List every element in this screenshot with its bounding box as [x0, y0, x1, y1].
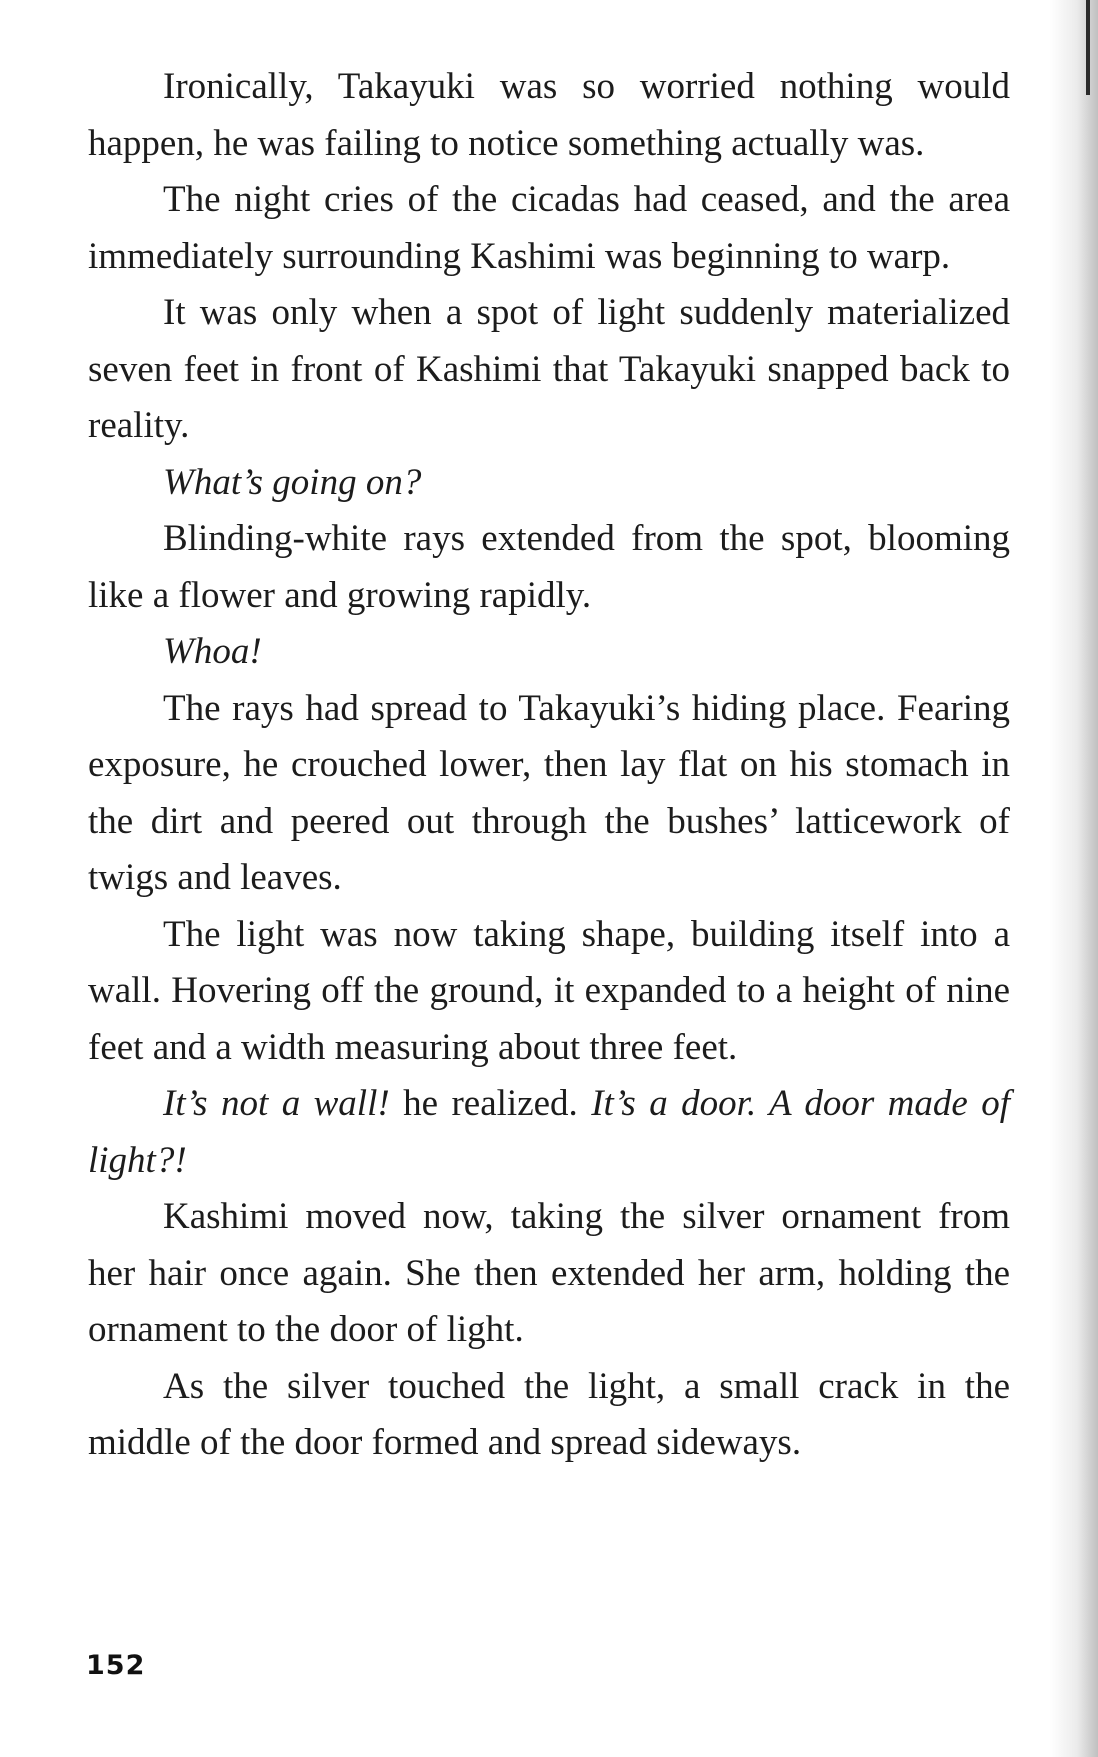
- paragraph: The light was now taking shape, building itself into a wall. Hovering off the ground, it expanded to a height of nine feet and a width measuring about three feet.: [88, 913, 1010, 1068]
- italic-thought: Whoa!: [163, 631, 262, 672]
- page-edge-shadow: [1050, 0, 1098, 1757]
- page-edge-line: [1086, 0, 1090, 95]
- paragraph-thought: [88, 455, 1010, 512]
- paragraph: The rays had spread to Takayuki’s hiding place. Fearing exposure, he crouched lower, then lay flat on his stomach in the dirt and peered out through the bushes’ latticework of twigs and leaves.: [88, 687, 1010, 898]
- page-number: 152: [86, 1650, 146, 1681]
- paragraph: Blinding-white rays extended from the spot, blooming like a flower and growing rapidly.: [88, 518, 1010, 616]
- paragraph: Kashimi moved now, taking the silver ornament from her hair once again. She then extended her arm, holding the ornament to the door of light.: [88, 1196, 1010, 1350]
- italic-thought: It’s not a wall!: [163, 1083, 390, 1124]
- paragraph: Ironically, Takayuki was so worried nothing would happen, he was failing to notice something actually was.: [88, 66, 1010, 164]
- paragraph: The night cries of the cicadas had ceased, and the area immediately surrounding Kashimi was beginning to warp.: [88, 179, 1010, 277]
- paragraph-mixed: [88, 1076, 1010, 1189]
- paragraph: It was only when a spot of light suddenly materialized seven feet in front of Kashimi that Takayuki snapped back to reality.: [88, 292, 1010, 446]
- italic-thought: What’s going on?: [163, 461, 422, 503]
- paragraph: As the silver touched the light, a small crack in the middle of the door formed and spread sideways.: [88, 1365, 1010, 1463]
- narration-text: he realized.: [389, 1083, 592, 1124]
- body-text: [88, 59, 1010, 1472]
- italic-thought: It’s a door. A door made of light?!: [88, 1083, 1010, 1181]
- paragraph-thought: [88, 624, 1010, 681]
